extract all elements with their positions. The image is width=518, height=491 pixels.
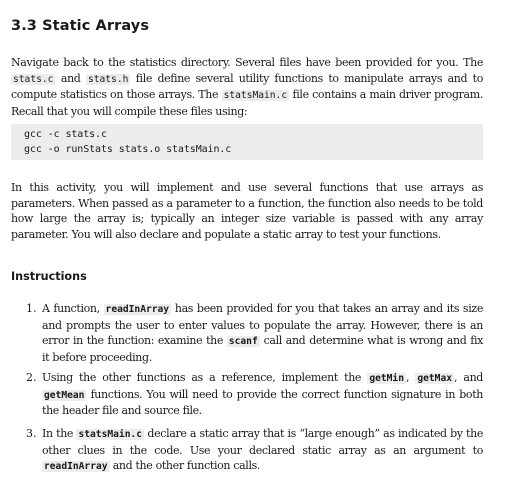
code-readinarray: readInArray	[44, 461, 108, 473]
item-text-part: declare a static array that is “large enough” as indicated by the other clues in the code. Use your declared static array as an argument to	[42, 427, 484, 457]
list-item-text	[42, 301, 483, 365]
item-text-part: and the other function calls.	[109, 459, 261, 473]
intro-paragraph	[11, 55, 483, 119]
list-item-number: 3.	[26, 427, 37, 440]
item-text-part: A function,	[42, 302, 104, 315]
list-item-number: 2.	[26, 371, 37, 384]
section-title: 3.3 Static Arrays	[11, 18, 150, 34]
activity-paragraph: In this activity, you will implement and use several functions that use arrays as parameters. When passed as a parameter to a function, the function also needs to be told how large the array is; typically an integer size variable is passed with any array parameter. You will also declare and populate a static array to test your functions.	[11, 181, 483, 241]
list-item-text	[42, 426, 483, 475]
instructions-heading: Instructions	[11, 270, 87, 283]
intro-text: file define several utility functions to manipulate arrays and to compute statistics on those arrays. The	[11, 71, 483, 102]
code-getmax: getMax	[417, 373, 452, 384]
intro-text: Navigate back to the statistics directory. Several files have been provided for you. The	[11, 56, 483, 69]
intro-text: file contains a main driver program. Recall that you will compile these files using:	[11, 88, 483, 118]
code-line: gcc -c stats.c	[24, 129, 107, 140]
item-text-part: Using the other functions as a reference, implement the	[42, 371, 368, 384]
item-text-part: functions. You will need to provide the correct function signature in both the header file and source file.	[42, 387, 483, 418]
item-text-part: In the	[42, 427, 77, 440]
intro-text: and	[55, 71, 86, 85]
item-text-part: has been provided for you that takes an array and its size and prompts the user to enter values to populate the array. However, there is an error in the function: examine the	[42, 302, 484, 348]
code-line: gcc -o runStats stats.o statsMain.c	[24, 144, 232, 155]
filename-stats-c: stats.c	[13, 73, 54, 85]
code-statsmain-c: statsMain.c	[78, 429, 143, 440]
item-text-part: ,	[405, 371, 416, 384]
code-scanf: scanf	[228, 336, 258, 348]
filename-statsmain-c: statsMain.c	[223, 90, 288, 102]
compile-code-block	[11, 124, 483, 160]
filename-stats-h: stats.h	[87, 73, 129, 85]
list-item-text	[42, 370, 483, 419]
code-getmin: getMin	[369, 373, 404, 384]
code-getmean: getMean	[44, 389, 85, 401]
item-text-part: call and determine what is wrong and fix it before proceeding.	[42, 334, 483, 364]
code-readinarray: readInArray	[105, 304, 170, 315]
list-item-number: 1.	[26, 302, 37, 315]
item-text-part: , and	[454, 371, 484, 384]
